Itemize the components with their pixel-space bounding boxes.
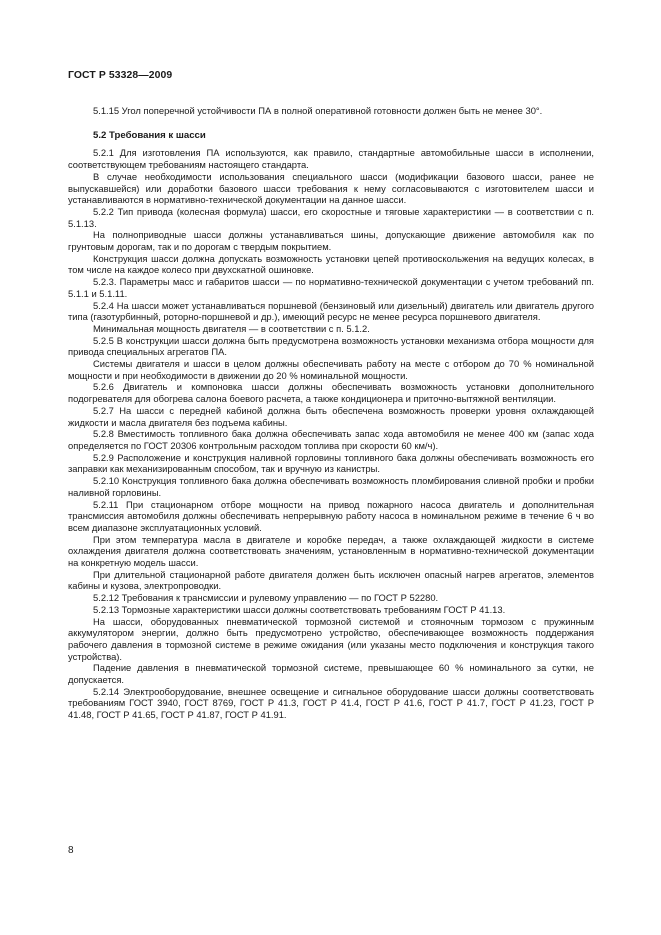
paragraph: В случае необходимости использования специального шасси (модификации базового шасси, ранее не выпускавшейся) или доработки базового шасси требования к нему согласовываются с изготовителем шасси и устанавливаются в нормативно-технической документации на данное шасси. [68, 170, 594, 206]
paragraph: 5.2.9 Расположение и конструкция наливной горловины топливного бака должны обеспечивать возможность его заправки как механизированным способом, так и вручную из канистры. [68, 451, 594, 475]
page-number: 8 [68, 845, 74, 856]
paragraph-5-1-15: 5.1.15 Угол поперечной устойчивости ПА в полной оперативной готовности должен быть не менее 30°. [93, 105, 543, 116]
paragraph: 5.2.1 Для изготовления ПА используются, как правило, стандартные автомобильные шасси в исполнении, соответствующем требованиям настоящего стандарта. [68, 147, 594, 171]
paragraph: 5.2.3. Параметры масс и габаритов шасси — по нормативно-технической документации с учетом требований пп. 5.1.1 и 5.1.11. [68, 276, 594, 299]
paragraph-list [68, 147, 594, 720]
paragraph: Системы двигателя и шасси в целом должны обеспечивать работу на месте с отбором до 70 % номинальной мощности и при необходимости в движении до 20 % номинальной мощности. [68, 358, 594, 381]
paragraph: При длительной стационарной работе двигателя должен быть исключен опасный нагрев агрегатов, элементов кабины и кузова, электропроводки. [68, 568, 594, 592]
paragraph: 5.2.14 Электрооборудование, внешнее освещение и сигнальное оборудование шасси должны соответствовать требованиям ГОСТ 3940, ГОСТ 8769, ГОСТ Р 41.3, ГОСТ Р 41.4, ГОСТ Р 41.6, ГОСТ Р 41.7, ГОСТ Р 41.23, ГОСТ Р 41.48, ГОСТ Р 41.65, ГОСТ Р 41.87, ГОСТ Р 41.91. [68, 685, 594, 721]
paragraph: При этом температура масла в двигателе и коробке передач, а также охлаждающей жидкости в системе охлаждения двигателя должна соответствовать значениям, установленным в нормативно-технической документации на конкретную модель шасси. [68, 533, 594, 569]
paragraph: 5.2.2 Тип привода (колесная формула) шасси, его скоростные и тяговые характеристики — в соответствии с п. 5.1.13. [68, 205, 594, 229]
paragraph: 5.2.13 Тормозные характеристики шасси должны соответствовать требованиям ГОСТ Р 41.13. [93, 603, 506, 615]
paragraph: 5.2.7 На шасси с передней кабиной должна быть обеспечена возможность проверки уровня охлаждающей жидкости и масла двигателя без подъема кабины. [68, 404, 594, 428]
paragraph: 5.2.5 В конструкции шасси должна быть предусмотрена возможность установки механизма отбора мощности для привода специальных агрегатов ПА. [68, 334, 594, 358]
paragraph: 5.2.11 При стационарном отборе мощности на привод пожарного насоса двигатель и дополнительная трансмиссия автомобиля должны обеспечивать непрерывную работу насоса в номинальном режиме в течение 6 ч во всем диапазоне эксплуатационных условий. [68, 498, 594, 533]
paragraph: Минимальная мощность двигателя — в соответствии с п. 5.1.2. [93, 322, 370, 334]
paragraph: 5.2.8 Вместимость топливного бака должна обеспечивать запас хода автомобиля не менее 400 км (запас хода определяется по ГОСТ 20306 контрольным расходом топлива при скорости 60 км/ч). [68, 428, 594, 451]
section-heading: 5.2 Требования к шасси [93, 129, 206, 141]
paragraph: Падение давления в пневматической тормозной системе, превышающее 60 % номинального за сутки, не допускается. [68, 662, 594, 686]
standard-title: ГОСТ Р 53328—2009 [68, 70, 173, 81]
paragraph: 5.2.12 Требования к трансмиссии и рулевому управлению — по ГОСТ Р 52280. [93, 592, 439, 604]
paragraph: 5.2.4 На шасси может устанавливаться поршневой (бензиновый или дизельный) двигатель или двигатель другого типа (газотурбинный, роторно-поршневой и др.), имеющий ресурс не менее ресурса поршневого двигателя. [68, 299, 594, 323]
paragraph: На полноприводные шасси должны устанавливаться шины, допускающие движение автомобиля как по грунтовым дорогам, так и по дорогам с твердым покрытием. [68, 229, 594, 253]
document-body [68, 105, 594, 721]
paragraph: На шасси, оборудованных пневматической тормозной системой и стояночным тормозом с пружинным аккумулятором энергии, должно быть предусмотрено устройство, обеспечивающее возможность поддержания рабочего давления в тормозной системе в режиме ожидания (или указаны место подключения и конструкция такого устройства). [68, 615, 594, 662]
paragraph: 5.2.10 Конструкция топливного бака должна обеспечивать возможность пломбирования сливной пробки и пробки наливной горловины. [68, 475, 594, 498]
paragraph: Конструкция шасси должна допускать возможность установки цепей противоскольжения на ведущих колесах, в том числе на каждое колесо при двухскатной ошиновке. [68, 252, 594, 276]
paragraph: 5.2.6 Двигатель и компоновка шасси должны обеспечивать возможность установки дополнительного подогревателя для обогрева салона боевого расчета, а также кондиционера и приточно-вытяжной вентиляции. [68, 381, 594, 405]
